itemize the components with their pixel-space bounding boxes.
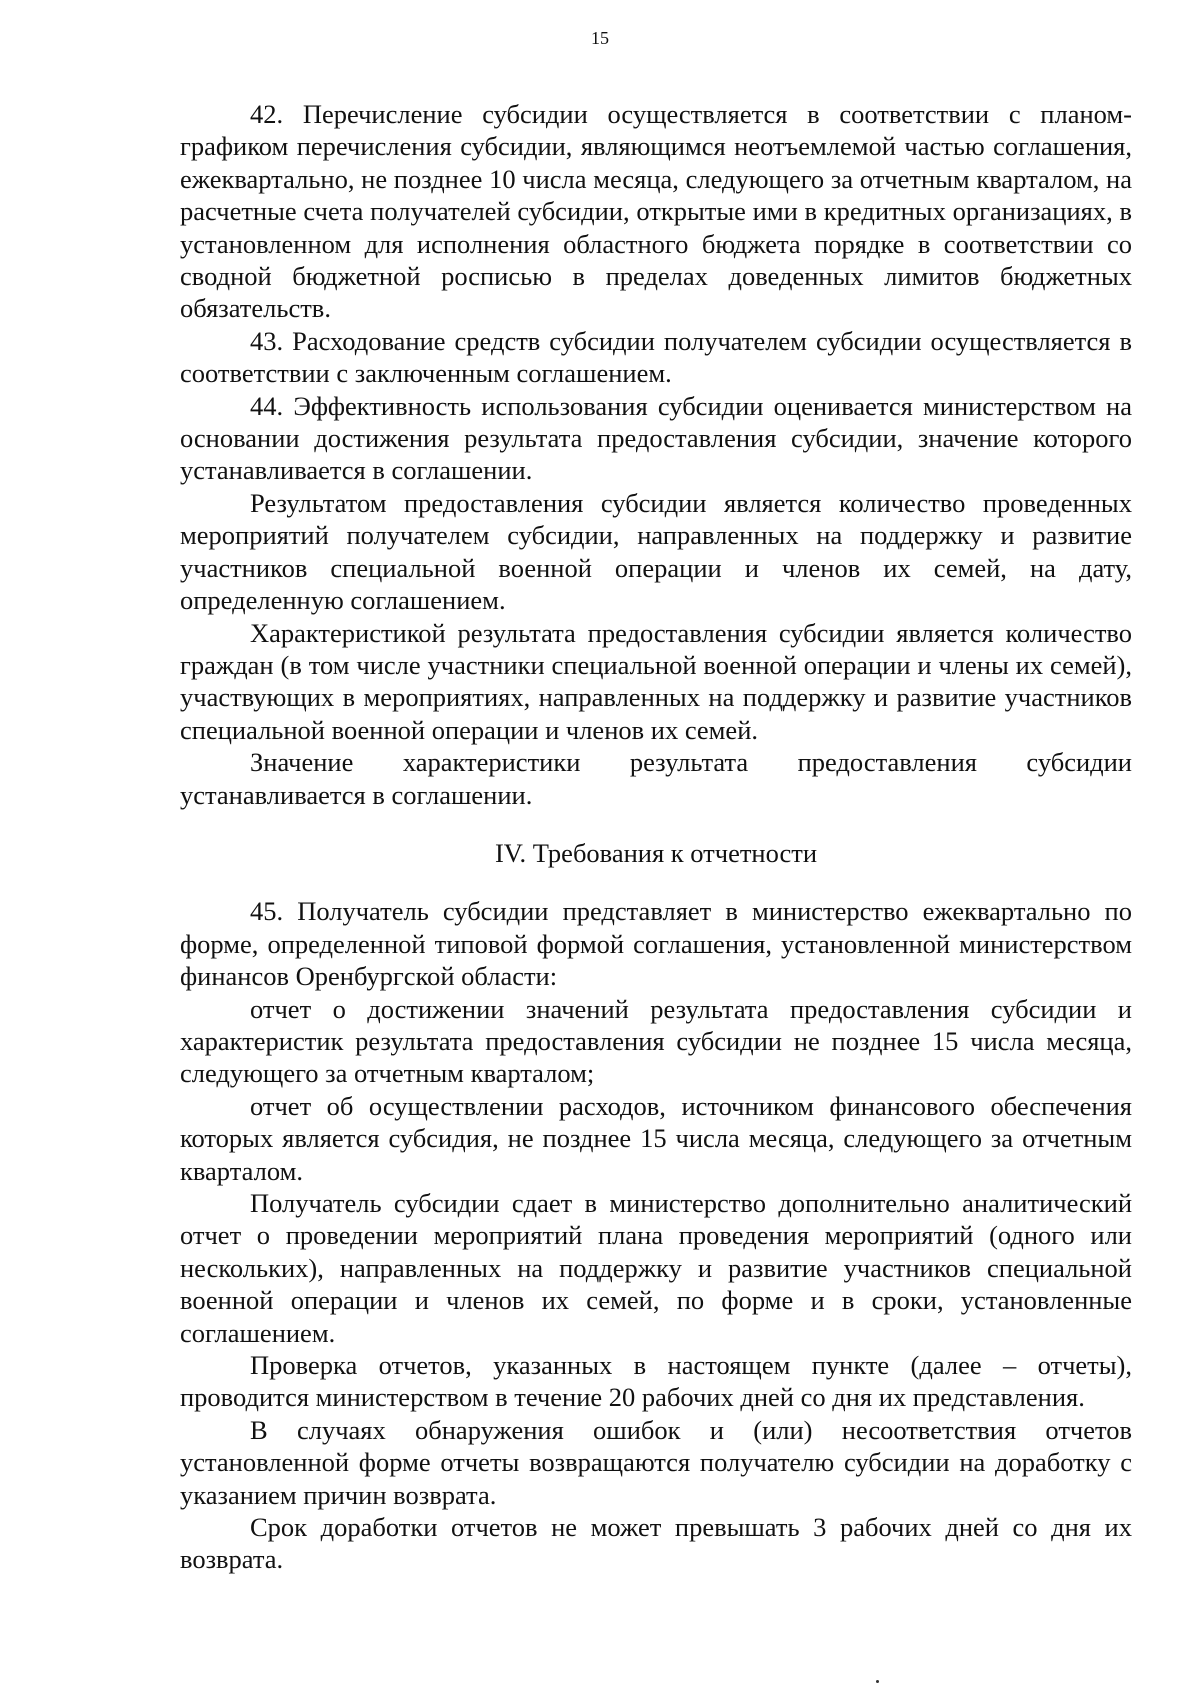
paragraph-45-errors: В случаях обнаружения ошибок и (или) несоответствия отчетов установленной форме отчеты возвращаются получателю субсидии на доработку с указанием причин возврата. bbox=[180, 1414, 1132, 1510]
paragraph-45-analytical-report: Получатель субсидии сдает в министерство дополнительно аналитический отчет о проведении мероприятий плана проведения мероприятий (одного или нескольких), направленных на поддержку и развитие участников специальной военной операции и членов их семей, по форме и в сроки, установленные соглашением. bbox=[180, 1188, 1132, 1348]
document-body bbox=[180, 98, 1132, 1576]
paragraph-44-characteristic: Характеристикой результата предоставления субсидии является количество граждан (в том числе участники специальной военной операции и члены их семей), участвующих в мероприятиях, направленных на поддержку и развитие участников специальной военной операции и членов их семей. bbox=[180, 617, 1132, 745]
paragraph-44: 44. Эффективность использования субсидии оценивается министерством на основании достижения результата предоставления субсидии, значение которого устанавливается в соглашении. bbox=[180, 390, 1132, 486]
scan-speck bbox=[876, 1680, 879, 1683]
paragraph-44-value: Значение характеристики результата предоставления субсидии устанавливается в соглашении. bbox=[180, 747, 1132, 810]
paragraph-42: 42. Перечисление субсидии осуществляется в соответствии с планом-графиком перечисления субсидии, являющимся неотъемлемой частью соглашения, ежеквартально, не позднее 10 числа месяца, следующего за отчетным кварталом, на расчетные счета получателей субсидии, открытые ими в кредитных организациях, в установленном для исполнения областного бюджета порядке в соответствии со сводной бюджетной росписью в пределах доведенных лимитов бюджетных обязательств. bbox=[180, 99, 1132, 324]
paragraph-45-report-expenses: отчет об осуществлении расходов, источником финансового обеспечения которых является субсидия, не позднее 15 числа месяца, следующего за отчетным кварталом. bbox=[180, 1090, 1132, 1186]
section-heading-iv: IV. Требования к отчетности bbox=[494, 837, 818, 868]
paragraph-43: 43. Расходование средств субсидии получателем субсидии осуществляется в соответствии с заключенным соглашением. bbox=[180, 325, 1132, 389]
paragraph-44-result: Результатом предоставления субсидии является количество проведенных мероприятий получателем субсидии, направленных на поддержку и развитие участников специальной военной операции и членов их семей, на дату, определенную соглашением. bbox=[180, 487, 1132, 616]
paragraph-45-revision-term: Срок доработки отчетов не может превышать 3 рабочих дней со дня их возврата. bbox=[180, 1512, 1132, 1575]
paragraph-45-report-results: отчет о достижении значений результата предоставления субсидии и характеристик результата предоставления субсидии не позднее 15 числа месяца, следующего за отчетным кварталом; bbox=[180, 993, 1132, 1089]
paragraph-45: 45. Получатель субсидии представляет в министерство ежеквартально по форме, определенной типовой формой соглашения, установленной министерством финансов Оренбургской области: bbox=[180, 896, 1132, 992]
page-number: 15 bbox=[591, 28, 609, 48]
paragraph-45-verification: Проверка отчетов, указанных в настоящем пункте (далее – отчеты), проводится министерством в течение 20 рабочих дней со дня их представления. bbox=[180, 1350, 1132, 1413]
